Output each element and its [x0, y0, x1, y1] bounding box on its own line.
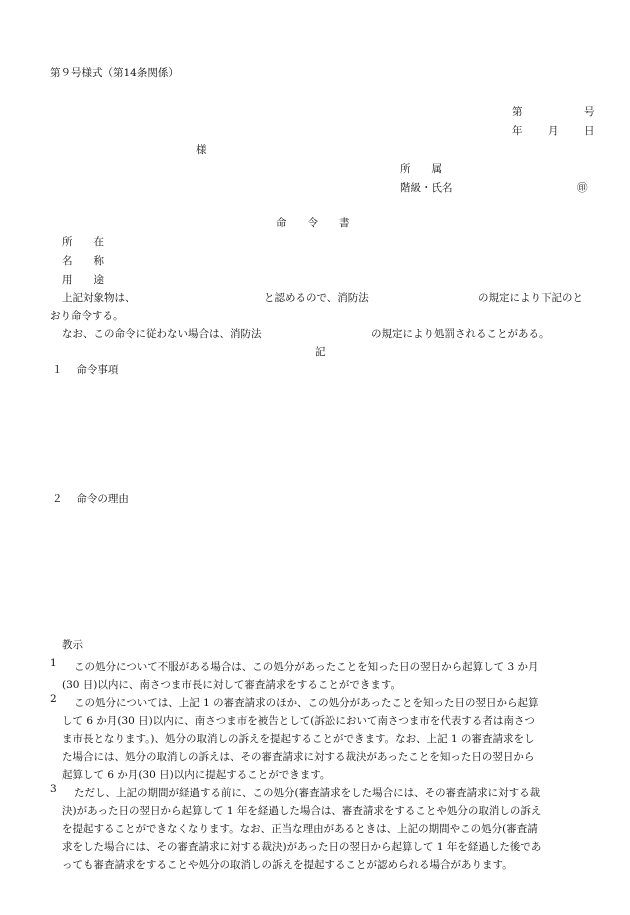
document-number-prefix: 第 [512, 106, 523, 118]
form-title: 第９号様式（第14条関係） [50, 67, 179, 79]
notice-line: た場合には、処分の取消しの訴えは、その審査請求に対する裁決があったことを知った日の翌日から [62, 751, 535, 763]
notice-line: (30 日)以内に、南さつま市長に対して審査請求をすることができます。 [62, 679, 402, 691]
notice-line: この処分について不服がある場合は、この処分があったことを知った日の翌日から起算して 3 か月 [74, 661, 539, 673]
body-text-provision: の規定により下記のと [478, 292, 583, 304]
body-text-object: 上記対象物は、 [62, 292, 136, 304]
notice-item-number: 3 [50, 783, 57, 795]
document-title: 命 令 書 [276, 217, 350, 229]
notice-item-number: 1 [50, 657, 57, 669]
notice-item-1 [62, 658, 602, 694]
section-order-items: １ 命令事項 [52, 364, 119, 376]
issuer-affiliation-label: 所 属 [400, 163, 442, 175]
notice-line: っても審査請求をすることや処分の取消しの訴えを提起することが認められる場合があります。 [62, 859, 513, 871]
notice-item-2 [62, 694, 602, 784]
issuer-rank-name-label: 階級・氏名 [400, 182, 453, 194]
notice-line: この処分については、上記 1 の審査請求のほか、この処分があったことを知った日の翌日から起算 [74, 697, 539, 709]
notice-line: 起算して 6 か月(30 日)以内に提起することができます。 [62, 769, 331, 781]
notice-item-3 [62, 784, 602, 874]
body-text-penalty-a: なお、この命令に従わない場合は、消防法 [62, 328, 262, 340]
field-name-label: 名 称 [62, 255, 104, 267]
document-number-suffix: 号 [584, 106, 595, 118]
ki-heading: 記 [315, 346, 326, 358]
body-text-fire-law: と認めるので、消防法 [264, 292, 369, 304]
notice-line: を提起することができなくなります。なお、正当な理由があるときは、上記の期間やこの処分(審査請 [62, 823, 538, 835]
notice-line: ただし、上記の期間が経過する前に、この処分(審査請求をした場合には、その審査請求に対する裁 [74, 787, 541, 799]
body-text-penalty-b: の規定により処罰されることがある。 [371, 328, 550, 340]
notice-heading: 教示 [62, 639, 83, 651]
seal-mark: ㊞ [577, 182, 588, 194]
notice-line: ま市長となります。)、処分の取消しの訴えを提起することができます。なお、上記 1 の審査請求をし [62, 733, 535, 745]
field-location-label: 所 在 [62, 236, 104, 248]
notice-line: 決)があった日の翌日から起算して 1 年を経過した場合は、審査請求をすることや処分の取消しの訴え [62, 805, 542, 817]
body-text-order: おり命令する。 [50, 310, 124, 322]
date-month: 月 [548, 125, 559, 137]
notice-line: して 6 か月(30 日)以内に、南さつま市を被告として(訴訟において南さつま市を代表する者は南さつ [62, 715, 535, 727]
addressee-honorific: 様 [196, 144, 207, 156]
field-usage-label: 用 途 [62, 274, 104, 286]
date-year: 年 [512, 125, 523, 137]
date-day: 日 [584, 125, 595, 137]
notice-line: 求をした場合には、その審査請求に対する裁決)があった日の翌日から起算して 1 年を経過した後であ [62, 841, 542, 853]
section-reasons: ２ 命令の理由 [52, 493, 129, 505]
notice-item-number: 2 [50, 693, 57, 705]
